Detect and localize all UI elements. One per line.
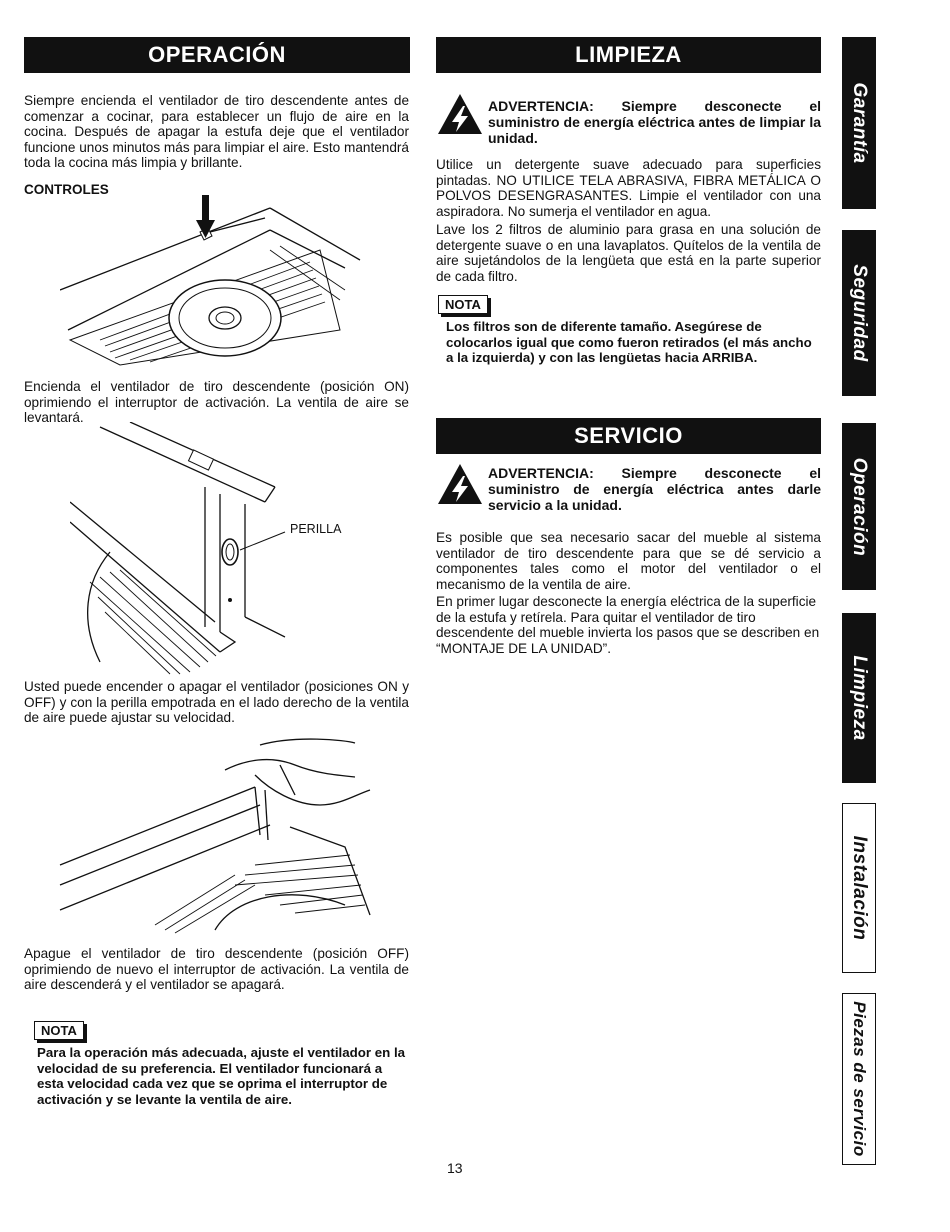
- warning-icon: [436, 462, 484, 506]
- limpieza-para1: Utilice un detergente suave adecuado para superficies pintadas. NO UTILICE TELA ABRASIVA, FIBRA METÁLICA O POLVOS DESENGRASANTES. Limpie el ventilador con una aspiradora. No sumerja el ventilador en agua.: [436, 157, 821, 219]
- operacion-intro: Siempre encienda el ventilador de tiro descendente antes de comenzar a cocinar, para establecer un flujo de aire en la cocina. Después de apagar la estufa deje que el ventilador funcione unos minutos más para limpiar el aire. Esto mantendrá toda la cocina más limpia y brillante.: [24, 93, 409, 171]
- tab-operacion-label: Operación: [849, 457, 870, 556]
- servicio-header: SERVICIO: [436, 418, 821, 454]
- operacion-nota-text: Para la operación más adecuada, ajuste el ventilador en la velocidad de su preferencia. El ventilador funcionará a esta velocidad cada vez que se oprima el interruptor de activación y se levante la ventila de aire.: [37, 1045, 406, 1107]
- operacion-para-on: Encienda el ventilador de tiro descendente (posición ON) oprimiendo el interruptor de activación. La ventila de aire se levantará.: [24, 379, 409, 426]
- tab-instalacion-label: Instalación: [849, 835, 870, 941]
- limpieza-nota-label: NOTA: [438, 295, 488, 314]
- page-number: 13: [447, 1160, 463, 1176]
- tab-piezas-de-servicio[interactable]: [842, 993, 876, 1165]
- tab-instalacion[interactable]: [842, 803, 876, 973]
- raised-vent-illustration: [70, 422, 290, 680]
- limpieza-header: LIMPIEZA: [436, 37, 821, 73]
- operacion-nota-label: NOTA: [34, 1021, 84, 1040]
- limpieza-para2: Lave los 2 filtros de aluminio para grasa en una solución de detergente suave o en una lavaplatos. Quítelos de la ventila de aire sujetándolos de la lengüeta que está en la parte superior de cada filtro.: [436, 222, 821, 284]
- limpieza-nota-text: Los filtros son de diferente tamaño. Asegúrese de colocarlos igual que como fueron retirados (el más ancho a la izquierda) y con las lengüetas hacia ARRIBA.: [446, 319, 812, 366]
- tab-garantia-label: Garantía: [849, 82, 870, 164]
- tab-seguridad[interactable]: [842, 230, 876, 396]
- tab-garantia[interactable]: [842, 37, 876, 209]
- tab-operacion[interactable]: [842, 423, 876, 590]
- limpieza-warning: ADVERTENCIA: Siempre desconecte el suministro de energía eléctrica antes de limpiar la unidad.: [488, 98, 821, 146]
- tab-limpieza[interactable]: [842, 613, 876, 783]
- servicio-para1: Es posible que sea necesario sacar del mueble al sistema ventilador de tiro descendente para que se dé servicio a componentes tales como el motor del ventilador o el mecanismo de la ventila de aire.: [436, 530, 821, 592]
- perilla-label: PERILLA: [290, 522, 342, 536]
- operacion-para-off: Apague el ventilador de tiro descendente (posición OFF) oprimiendo de nuevo el interruptor de activación. La ventila de aire descenderá y el ventilador se apagará.: [24, 946, 409, 993]
- controles-label: CONTROLES: [24, 182, 109, 197]
- warning-icon: [436, 92, 484, 136]
- servicio-para2: En primer lugar desconecte la energía eléctrica de la superficie de la estufa y retírela. Para quitar el ventilador de tiro descendente del mueble invierta los pasos que se describen en “MONTAJE DE LA UNIDAD”.: [436, 594, 820, 656]
- servicio-warning: ADVERTENCIA: Siempre desconecte el suministro de energía eléctrica antes darle servicio a la unidad.: [488, 465, 821, 513]
- controls-illustration: [60, 190, 370, 370]
- hand-vent-illustration: [55, 735, 375, 940]
- operacion-para-speed: Usted puede encender o apagar el ventilador (posiciones ON y OFF) y con la perilla empotrada en el lado derecho de la ventila de aire puede ajustar su velocidad.: [24, 679, 409, 726]
- tab-limpieza-label: Limpieza: [849, 655, 870, 741]
- tab-seguridad-label: Seguridad: [849, 264, 870, 362]
- operacion-header: OPERACIÓN: [24, 37, 410, 73]
- tab-piezas-label: Piezas de servicio: [850, 1001, 869, 1157]
